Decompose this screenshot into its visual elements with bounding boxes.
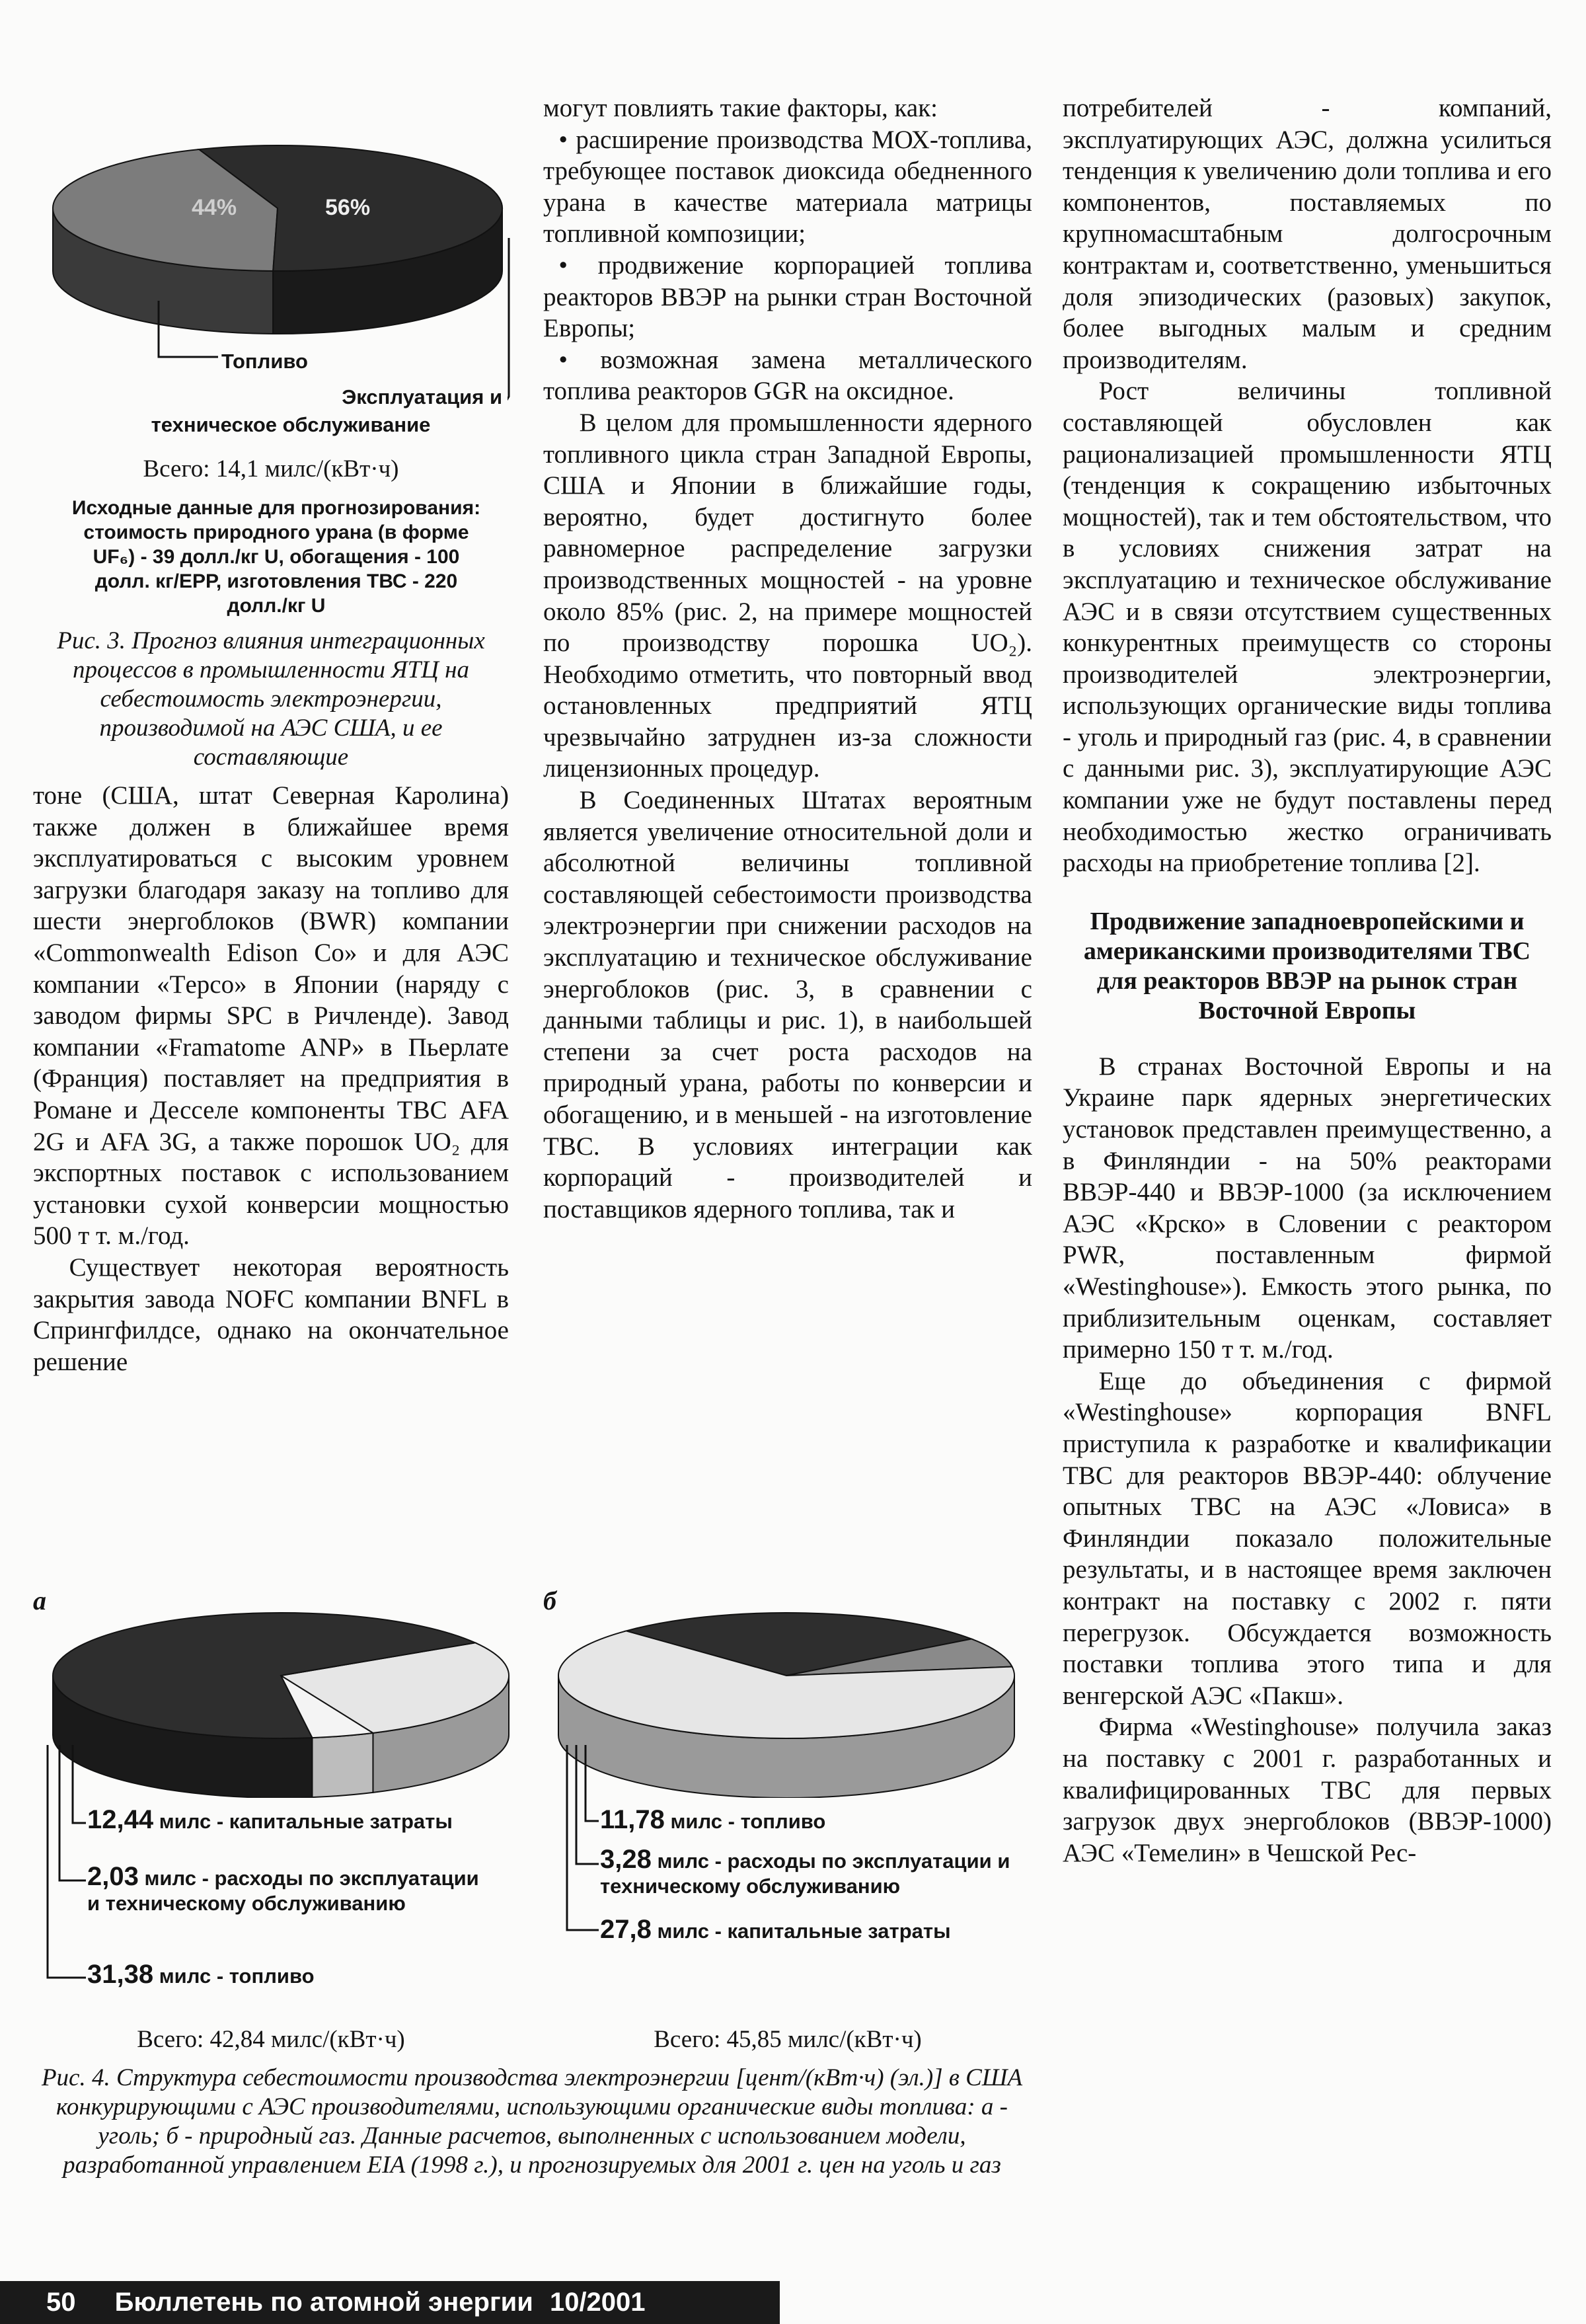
- fig3-caption: Рис. 3. Прогноз влияния интеграционных процессов в промышленности ЯТЦ на себестоимость электроэнергии, производимой на АЭС США, и ее составляющие: [57, 627, 485, 771]
- col3-paragraph-4: Еще до объединения с фирмой «Westinghouse» корпорация BNFL приступила к разработке и квалификации ТВС для реакторов ВВЭР-440: облучение опытных ТВС на АЭС «Ловиса» в Финляндии показало положительные результаты, и в настоящее время заключен контракт на поставку с 2002 г. пяти перегрузок. Обсуждается возможность поставки топлива этого типа и для венгерской АЭС «Пакш».: [1063, 1366, 1552, 1710]
- journal-issue: 10/2001: [549, 2288, 646, 2317]
- fig4-caption: Рис. 4. Структура себестоимости производства электроэнергии [цент/(кВт·ч) (эл.)] в США конкурирующими с АЭС производителями, использующими органические виды топлива: а - уголь; б - природный газ. Данные расчетов, выполненных с использованием модели, разработанной управлением EIA (1998 г.), и прогнозируемых для 2001 г. цен на уголь и газ: [41, 2064, 1023, 2179]
- fig4a-legend-2: 2,03 милс - расходы по эксплуатации и техническому обслуживанию: [87, 1862, 479, 1915]
- col3-paragraph-2: Рост величины топливной составляющей обусловлен как рационализацией промышленности ЯТЦ (тенденция к сокращению избыточных мощностей), так и тем обстоятельством, что в условиях снижения затрат на эксплуатацию и техническое обслуживание АЭС и в связи отсутствием существенных конкурентных преимуществ со стороны производителей электроэнергии, использующих органические виды топлива - уголь и природный газ (рис. 4, в сравнении с данными рис. 3), эксплуатирующие АЭС компании уже не будут поставлены перед необходимостью жестко ограничивать расходы на приобретение топлива [2].: [1063, 377, 1552, 878]
- col3-paragraph-5: Фирма «Westinghouse» получила заказ на поставку с 2001 г. разработанных и квалифицированных ТВС для первых загрузок двух энергоблоков (ВВЭР-1000) АЭС «Темелин» в Чешской Рес-: [1063, 1713, 1552, 1867]
- fig4b-total: Всего: 45,85 милс/(кВт·ч): [654, 2026, 922, 2053]
- fig4-panel-a-label: а: [33, 1586, 46, 1615]
- fig3-legend-om-1: Эксплуатация и: [342, 385, 502, 408]
- col1-paragraph-1: тоне (США, штат Северная Каролина) также должен в ближайшее время эксплуатироваться с высоким уровнем загрузки благодаря заказу на топливо для шести энергоблоков (BWR) компании «Commonwealth Edison Co» и для АЭС компании «Тepco» в Японии (наряду с заводом фирмы SPC в Ричленде). Завод компании «Framatome ANP» в Пьерлате (Франция) поставляет на предприятия в Романе и Десселе компоненты ТВС AFA 2G и AFA 3G, а также порошок UO₂ для экспортных поставок с использованием установки сухой конверсии мощностью 500 т т. м./год.: [33, 781, 509, 1251]
- col2-paragraph-2: В Соединенных Штатах вероятным является увеличение относительной доли и абсолютной величины топливной составляющей себестоимости производства электроэнергии при снижении расходов на эксплуатацию и техническое обслуживание энергоблоков (рис. 3, в сравнении с данными таблицы и рис. 1), в наибольшей степени за счет роста расходов на природный урана, работы по конверсии и обогащению, и в меньшей - на изготовление ТВС. В условиях интеграции как корпораций - производителей и поставщиков ядерного топлива, так и: [543, 786, 1032, 1223]
- fig3-total: Всего: 14,1 милс/(кВт·ч): [143, 455, 399, 483]
- factor-item: • продвижение корпорацией топлива реакторов ВВЭР на рынки стран Восточной Европы;: [543, 250, 1032, 344]
- fig3-note: Исходные данные для прогнозирования: стоимость природного урана (в форме UF₆) - 39 долл./кг U, обогащения - 100 долл. кг/ЕРР, изготовления ТВС - 220 долл./кг U: [71, 497, 481, 617]
- fig3-leader-om-lower: [508, 357, 515, 416]
- col3-paragraph-3: В странах Восточной Европы и на Украине парк ядерных энергетических установок представлен преимущественно, а в Финляндии - на 50% реакторами ВВЭР-440 и ВВЭР-1000 (за исключением АЭС «Крско» в Словении с реактором PWR, поставленным фирмой «Westinghouse»). Емкость этого рынка, по приблизительным оценкам, составляет примерно 150 т т. м./год.: [1063, 1052, 1552, 1364]
- fig4a-total: Всего: 42,84 милс/(кВт·ч): [137, 2026, 405, 2053]
- column-3: [1063, 93, 1552, 1869]
- col2-intro: могут повлиять такие факторы, как:: [543, 94, 938, 122]
- fig4b-legend-2: 3,28 милс - расходы по эксплуатации и техническому обслуживанию: [600, 1845, 1010, 1898]
- col2-paragraph-1: В целом для промышленности ядерного топливного цикла стран Западной Европы, США и Японии в ближайшие годы, вероятно, будет достигнуто более равномерное распределение загрузки производственных мощностей - на уровне около 85% (рис. 2, на примере мощностей по производству порошка UO₂). Необходимо отметить, что повторный ввод остановленных предприятий ЯТЦ чрезвычайно затруднен из-за сложности лицензионных процедур.: [543, 408, 1032, 783]
- fig3-label-om: 56%: [325, 195, 371, 220]
- fig3-label-fuel: 44%: [192, 195, 237, 220]
- column-2: [543, 93, 1032, 1225]
- fig4b-leaders: [562, 1745, 641, 1943]
- factor-item: • возможная замена металлического топлива реакторов GGR на оксидное.: [543, 344, 1032, 407]
- col3-paragraph-1: потребителей - компаний, эксплуатирующих АЭС, должна усилиться тенденция к увеличению доли топлива и его компонентов, поставляемых по крупномасштабным долгосрочным контрактам и, соответственно, уменьшиться доля эпизодических (разовых) закупок, более выгодных малым и средним производителям.: [1063, 94, 1552, 374]
- fig4a-legend-1: 12,44 милс - капитальные затраты: [87, 1805, 453, 1834]
- fig3-legend-fuel: Топливо: [221, 350, 308, 373]
- col1-paragraph-2: Существует некоторая вероятность закрытия завода NOFC компании BNFL в Спрингфилдсе, однако на окончательное решение: [33, 1253, 509, 1376]
- pie-slice-side: [312, 1733, 373, 1797]
- fig4-panel-b-label: б: [543, 1586, 556, 1615]
- fig3-legend-om-2: техническое обслуживание: [151, 413, 431, 436]
- fig4b-legend-1: 11,78 милс - топливо: [600, 1805, 826, 1834]
- journal-title: Бюллетень по атомной энергии: [114, 2288, 533, 2317]
- page-number: 50: [46, 2288, 76, 2317]
- column-1: [33, 780, 509, 1377]
- fig3-pie-chart: [26, 129, 515, 367]
- fig4b-legend-3: 27,8 милс - капитальные затраты: [600, 1915, 951, 1944]
- section-heading: Продвижение западноевропейскими и американскими производителями ТВС для реакторов ВВЭР на рынок стран Восточной Европы: [1083, 907, 1531, 1025]
- factor-item: • расширение производства МОХ-топлива, требующее поставок диоксида обедненного урана в качестве материала матрицы топливной композиции;: [543, 124, 1032, 250]
- factors-list: [543, 124, 1032, 407]
- page-footer: [0, 2281, 780, 2324]
- fig4a-legend-3: 31,38 милс - топливо: [87, 1960, 315, 1989]
